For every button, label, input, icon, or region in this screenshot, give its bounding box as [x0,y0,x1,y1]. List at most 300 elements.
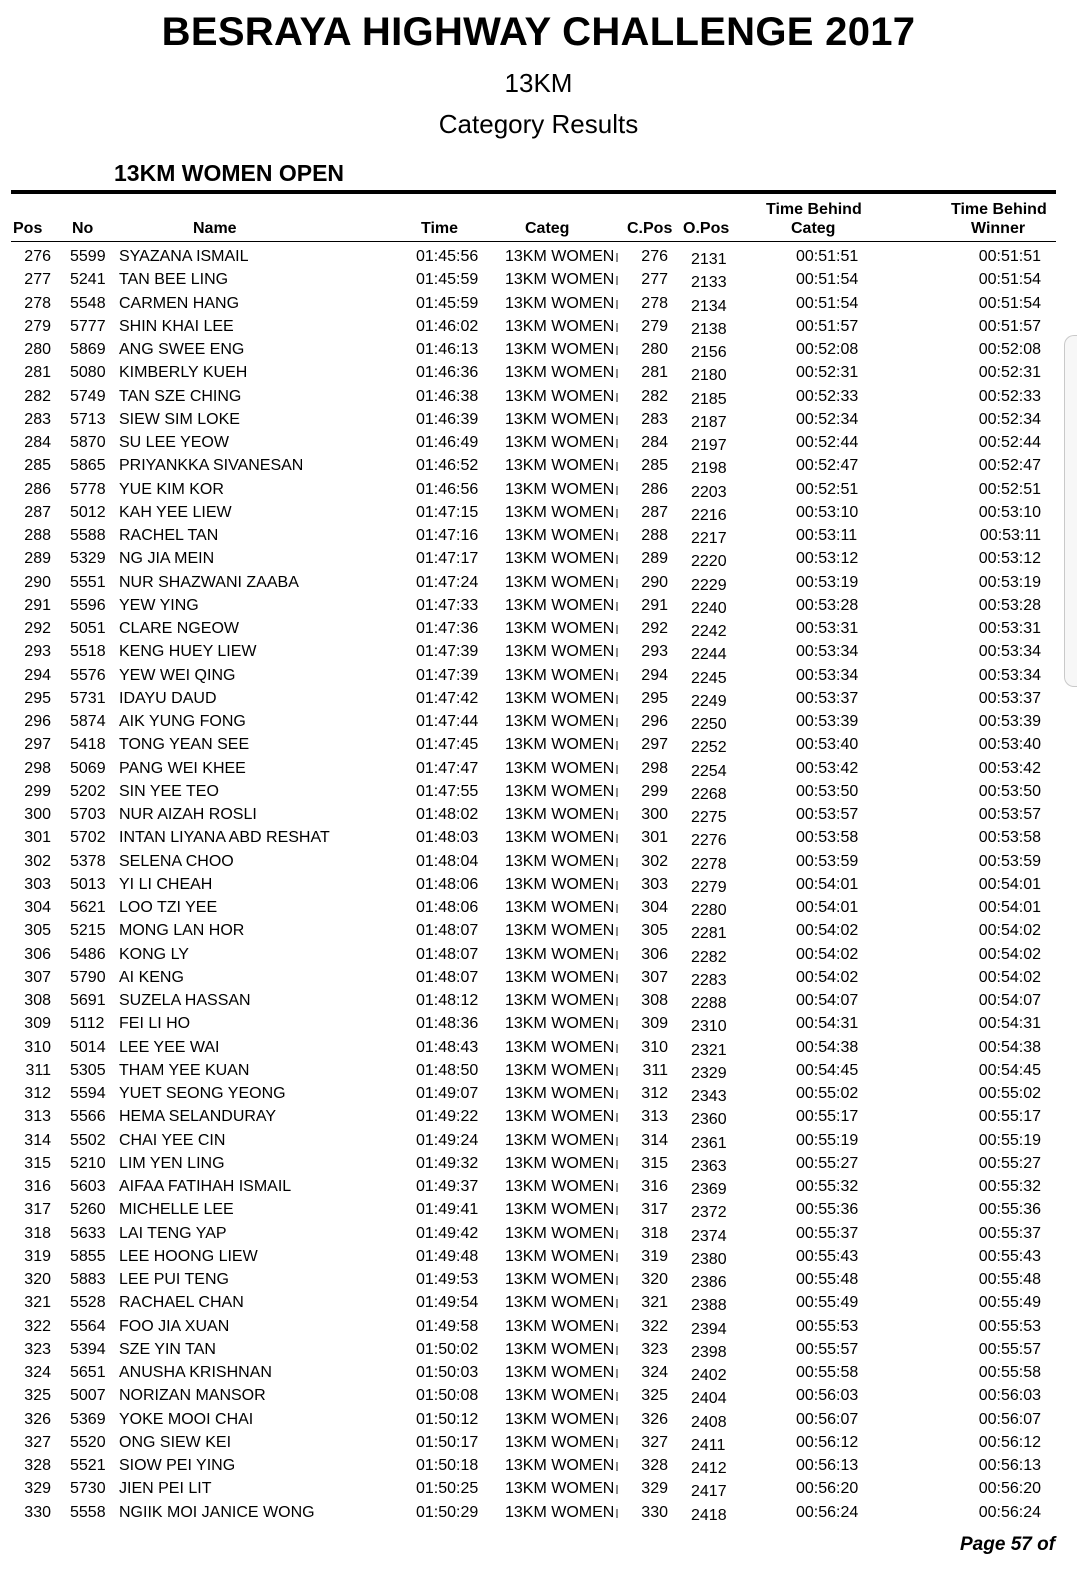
row-pos: 292 [24,620,51,637]
row-bib-no: 5874 [70,713,106,730]
row-category: 13KM WOMEN [505,620,618,638]
row-time-behind-winner: 00:54:02 [978,968,1041,986]
row-name: YUE KIM KOR [119,480,224,498]
table-row [0,733,1077,756]
table-row [0,757,1077,780]
row-pos: 323 [24,1340,51,1358]
row-pos: 288 [24,527,51,544]
row-pos: 285 [24,457,51,475]
row-time-behind-winner: 00:51:57 [978,317,1041,335]
row-overall-position: 2250 [691,716,727,733]
row-time-behind-winner: 00:55:02 [978,1085,1041,1102]
row-overall-position: 2394 [691,1320,727,1338]
row-time: 01:47:45 [416,736,479,754]
header-time-behind-categ-line2: Categ [791,220,836,237]
row-time: 01:46:13 [416,341,479,358]
row-pos: 311 [25,1061,51,1079]
row-overall-position: 2388 [691,1297,727,1315]
header-time-behind-categ-line1: Time Behind [766,201,862,218]
row-name: KENG HUEY LIEW [119,643,257,661]
row-time-behind-winner: 00:53:58 [978,829,1041,847]
row-time-behind-winner: 00:55:49 [978,1294,1041,1312]
row-time-behind-categ: 00:55:02 [796,1085,859,1102]
row-category: 13KM WOMEN [505,1294,618,1312]
row-name: LEE PUI TENG [119,1271,229,1288]
row-name: KONG LY [119,945,189,963]
row-category-position: 309 [641,1015,668,1033]
row-overall-position: 2411 [691,1436,726,1454]
row-category-position: 322 [641,1317,668,1335]
row-overall-position: 2138 [691,320,727,338]
row-time: 01:48:36 [416,1015,479,1033]
row-category: 13KM WOMEN [505,341,618,359]
row-name: SU LEE YEOW [119,434,229,451]
row-pos: 320 [24,1271,51,1288]
table-row [0,826,1077,849]
row-bib-no: 5378 [70,852,106,870]
row-category: 13KM WOMEN [505,760,618,778]
row-category: 13KM WOMEN [505,481,618,499]
row-name: NGIIK MOI JANICE WONG [119,1503,315,1521]
page-title: BESRAYA HIGHWAY CHALLENGE 2017 [161,10,916,54]
row-category-position: 289 [641,550,668,568]
table-row [0,617,1077,640]
row-time: 01:47:36 [416,620,479,637]
row-bib-no: 5518 [70,643,106,661]
row-time-behind-winner: 00:54:07 [978,992,1041,1009]
row-bib-no: 5369 [70,1410,106,1428]
row-time: 01:49:41 [416,1201,479,1219]
row-bib-no: 5215 [70,922,106,940]
row-category-position: 305 [641,922,668,940]
row-category: 13KM WOMEN [505,1387,618,1405]
table-row [0,966,1077,989]
row-category-position: 286 [641,480,668,498]
row-category-position: 326 [641,1410,668,1428]
row-category: 13KM WOMEN [505,1364,618,1382]
row-time-behind-winner: 00:53:34 [978,643,1041,661]
row-name: SIN YEE TEO [119,782,219,800]
row-time: 01:49:48 [416,1247,479,1265]
table-row [0,873,1077,896]
row-category: 13KM WOMEN [505,992,618,1010]
table-row [0,547,1077,570]
row-pos: 309 [24,1015,51,1033]
row-time: 01:49:24 [416,1131,479,1149]
table-row [0,780,1077,803]
row-time-behind-categ: 00:54:38 [796,1038,859,1056]
row-category-position: 328 [641,1457,668,1474]
row-time-behind-winner: 00:56:20 [978,1480,1041,1498]
row-category: 13KM WOMEN [505,876,618,894]
row-pos: 326 [24,1410,51,1428]
row-time: 01:49:53 [416,1271,479,1288]
row-category-position: 307 [641,968,668,986]
row-overall-position: 2275 [691,809,727,826]
row-time-behind-winner: 00:53:50 [978,782,1041,800]
row-overall-position: 2372 [691,1204,727,1222]
row-time-behind-categ: 00:53:42 [796,759,859,777]
row-name: ONG SIEW KEI [119,1433,232,1451]
row-bib-no: 5865 [70,457,106,475]
row-overall-position: 2412 [691,1460,727,1477]
row-time-behind-categ: 00:52:34 [796,410,859,428]
row-time-behind-winner: 00:53:40 [978,736,1041,754]
row-category: 13KM WOMEN [505,853,618,871]
row-time-behind-categ: 00:51:57 [796,317,859,335]
table-row [0,1036,1077,1059]
row-category-position: 310 [641,1038,668,1056]
row-name: FEI LI HO [119,1015,191,1033]
row-time: 01:45:59 [416,271,479,289]
row-time: 01:46:52 [416,457,479,475]
row-pos: 305 [24,922,51,940]
table-row [0,1454,1077,1477]
row-bib-no: 5012 [70,503,106,521]
row-category-position: 284 [641,434,668,451]
row-category: 13KM WOMEN [505,271,618,289]
row-pos: 289 [24,550,51,568]
row-overall-position: 2374 [691,1227,727,1245]
row-overall-position: 2185 [691,390,727,408]
row-time-behind-categ: 00:52:31 [796,364,859,382]
row-time-behind-categ: 00:55:19 [796,1131,859,1149]
table-row [0,361,1077,384]
row-time-behind-categ: 00:52:44 [796,434,859,451]
row-category-position: 330 [641,1503,668,1521]
row-time-behind-winner: 00:54:45 [978,1061,1041,1079]
row-name: SZE YIN TAN [119,1340,216,1358]
row-category-position: 285 [641,457,668,475]
row-time-behind-categ: 00:55:53 [796,1317,859,1335]
row-pos: 303 [24,875,51,893]
row-time-behind-categ: 00:53:10 [796,503,859,521]
row-bib-no: 5790 [70,968,106,986]
table-row [0,478,1077,501]
row-bib-no: 5621 [70,899,106,916]
row-bib-no: 5112 [70,1015,105,1033]
table-row [0,1059,1077,1082]
row-time-behind-categ: 00:56:07 [796,1410,859,1428]
row-time: 01:49:22 [416,1108,479,1126]
row-category-position: 301 [641,829,668,847]
table-row [0,896,1077,919]
table-row [0,338,1077,361]
row-time-behind-winner: 00:55:36 [978,1201,1041,1219]
row-category: 13KM WOMEN [505,295,618,313]
row-bib-no: 5603 [70,1178,106,1195]
row-bib-no: 5528 [70,1294,106,1312]
row-name: FOO JIA XUAN [119,1317,230,1335]
row-category-position: 308 [641,992,668,1009]
row-name: NG JIA MEIN [119,550,215,568]
row-bib-no: 5260 [70,1201,106,1219]
scrollbar[interactable] [1064,335,1077,687]
row-category-position: 324 [641,1364,668,1381]
row-overall-position: 2408 [691,1413,727,1431]
row-time-behind-categ: 00:53:34 [796,643,859,661]
row-category-position: 294 [641,666,668,684]
row-name: KAH YEE LIEW [119,503,232,521]
row-time-behind-categ: 00:53:19 [796,573,859,591]
row-time-behind-categ: 00:53:58 [796,829,859,847]
row-category: 13KM WOMEN [505,1411,618,1429]
table-row [0,687,1077,710]
row-bib-no: 5576 [70,666,106,684]
row-category-position: 298 [641,759,668,777]
row-time-behind-winner: 00:51:51 [978,248,1041,265]
row-category: 13KM WOMEN [505,1434,618,1452]
row-category-position: 311 [642,1061,668,1079]
row-time-behind-winner: 00:55:53 [978,1317,1041,1335]
row-category-position: 280 [641,341,668,358]
row-time: 01:48:07 [416,922,479,940]
table-row [0,245,1077,268]
row-category-position: 317 [641,1201,668,1219]
row-category-position: 282 [641,387,668,405]
row-name: SYAZANA ISMAIL [119,248,249,265]
row-time: 01:47:39 [416,643,479,661]
row-time-behind-categ: 00:54:01 [796,899,859,916]
row-overall-position: 2418 [691,1506,727,1524]
row-bib-no: 5241 [70,271,106,289]
row-category-position: 321 [641,1294,668,1312]
table-row [0,1129,1077,1152]
row-category: 13KM WOMEN [505,364,618,382]
row-pos: 290 [24,573,51,591]
row-name: CARMEN HANG [119,294,240,312]
table-row [0,431,1077,454]
row-category-position: 312 [641,1085,668,1102]
row-time: 01:47:16 [416,527,479,544]
row-time: 01:50:25 [416,1480,479,1498]
row-bib-no: 5702 [70,829,106,847]
row-category-position: 318 [641,1224,668,1242]
header-time-behind-winner-line2: Winner [971,220,1026,237]
row-pos: 291 [24,596,51,614]
row-time: 01:49:54 [416,1294,479,1312]
row-bib-no: 5069 [70,759,106,777]
table-row [0,1152,1077,1175]
table-row [0,640,1077,663]
row-time-behind-categ: 00:54:02 [796,922,859,940]
row-time-behind-categ: 00:56:13 [796,1457,859,1474]
row-time-behind-winner: 00:54:38 [978,1038,1041,1056]
row-category: 13KM WOMEN [505,597,618,615]
row-time-behind-winner: 00:53:28 [978,596,1041,614]
row-time: 01:48:06 [416,875,479,893]
row-time-behind-winner: 00:53:57 [978,806,1041,823]
row-time-behind-winner: 00:55:37 [978,1224,1041,1242]
row-time-behind-winner: 00:52:31 [978,364,1041,382]
row-time-behind-categ: 00:54:31 [796,1015,859,1033]
row-category: 13KM WOMEN [505,1155,618,1173]
row-time-behind-winner: 00:53:37 [978,689,1041,707]
row-name: NUR SHAZWANI ZAABA [119,573,299,591]
table-row [0,571,1077,594]
row-overall-position: 2249 [691,692,727,710]
row-name: SUZELA HASSAN [119,992,251,1009]
row-overall-position: 2329 [691,1064,727,1082]
row-pos: 301 [24,829,51,847]
row-category-position: 314 [641,1131,668,1149]
row-overall-position: 2363 [691,1157,727,1175]
row-name: YI LI CHEAH [119,875,213,893]
row-name: INTAN LIYANA ABD RESHAT [119,829,330,847]
row-category: 13KM WOMEN [505,527,618,545]
row-overall-position: 2217 [691,530,727,547]
row-pos: 300 [24,806,51,823]
row-category-position: 279 [641,317,668,335]
row-time-behind-winner: 00:55:57 [978,1340,1041,1358]
row-overall-position: 2404 [691,1390,727,1408]
row-name: LEE YEE WAI [119,1038,220,1056]
results-table [0,245,1077,1524]
row-time-behind-winner: 00:52:51 [978,480,1041,498]
row-bib-no: 5548 [70,294,106,312]
row-time-behind-winner: 00:54:01 [978,899,1041,916]
row-time-behind-winner: 00:55:32 [978,1178,1041,1195]
table-row [0,292,1077,315]
table-row [0,1268,1077,1291]
row-time: 01:47:39 [416,666,479,684]
row-bib-no: 5520 [70,1433,106,1451]
row-time-behind-categ: 00:53:57 [796,806,859,823]
row-pos: 328 [24,1457,51,1474]
row-pos: 277 [24,271,51,289]
row-bib-no: 5014 [70,1038,106,1056]
row-name: THAM YEE KUAN [119,1061,250,1079]
row-pos: 281 [24,364,51,382]
row-overall-position: 2386 [691,1274,727,1291]
header-time: Time [421,220,459,237]
row-time: 01:50:12 [416,1410,479,1428]
row-name: YOKE MOOI CHAI [119,1410,254,1428]
row-overall-position: 2216 [691,506,727,524]
row-time: 01:48:43 [416,1038,479,1056]
row-time: 01:49:32 [416,1154,479,1172]
row-overall-position: 2156 [691,344,727,361]
row-time-behind-categ: 00:53:40 [796,736,859,754]
row-time: 01:47:24 [416,573,479,591]
row-bib-no: 5855 [70,1247,106,1265]
row-overall-position: 2282 [691,948,727,966]
row-category: 13KM WOMEN [505,574,618,592]
row-time: 01:48:07 [416,945,479,963]
row-time: 01:50:29 [416,1503,479,1521]
row-time: 01:50:03 [416,1364,479,1381]
row-time-behind-categ: 00:53:12 [796,550,859,568]
row-time-behind-winner: 00:52:44 [978,434,1041,451]
row-pos: 308 [24,992,51,1009]
row-overall-position: 2180 [691,367,727,385]
title-divider [11,190,1056,194]
row-time-behind-categ: 00:55:48 [796,1271,859,1288]
row-time-behind-categ: 00:56:03 [796,1387,859,1405]
row-overall-position: 2283 [691,971,727,989]
row-bib-no: 5210 [70,1154,106,1172]
row-category: 13KM WOMEN [505,969,618,987]
row-time: 01:47:44 [416,713,479,730]
row-category: 13KM WOMEN [505,411,618,429]
row-category-position: 304 [641,899,668,916]
row-time-behind-categ: 00:52:47 [796,457,859,475]
row-name: IDAYU DAUD [119,689,217,707]
distance-subtitle: 13KM [504,68,573,98]
row-category: 13KM WOMEN [505,806,618,824]
row-time: 01:48:03 [416,829,479,847]
row-category: 13KM WOMEN [505,1341,618,1359]
row-time-behind-winner: 00:54:31 [978,1015,1041,1033]
row-time-behind-categ: 00:52:08 [796,341,859,358]
row-category: 13KM WOMEN [505,504,618,522]
row-bib-no: 5870 [70,434,106,451]
row-time-behind-categ: 00:51:54 [796,271,859,289]
row-name: CLARE NGEOW [119,620,240,637]
row-pos: 324 [24,1364,51,1381]
page-number: Page 57 of [960,1534,1056,1555]
row-time-behind-categ: 00:51:54 [796,294,859,312]
row-time-behind-winner: 00:53:10 [978,503,1041,521]
row-overall-position: 2343 [691,1088,727,1105]
row-pos: 286 [24,480,51,498]
row-overall-position: 2245 [691,669,727,687]
row-time-behind-winner: 00:56:24 [978,1503,1041,1521]
table-header [0,198,1077,242]
row-name: NORIZAN MANSOR [119,1387,266,1405]
row-time: 01:50:17 [416,1433,479,1451]
row-name: SIEW SIM LOKE [119,410,240,428]
row-time-behind-categ: 00:54:01 [796,875,859,893]
row-category: 13KM WOMEN [505,690,618,708]
row-name: ANG SWEE ENG [119,341,245,358]
row-time-behind-winner: 00:51:54 [978,294,1041,312]
row-time-behind-categ: 00:53:11 [796,527,858,544]
row-name: LOO TZI YEE [119,899,218,916]
row-time: 01:48:02 [416,806,479,823]
row-pos: 276 [24,248,51,265]
header-divider [11,241,1056,242]
row-category: 13KM WOMEN [505,922,618,940]
row-time-behind-categ: 00:55:57 [796,1340,859,1358]
row-category-position: 288 [641,527,668,544]
row-time-behind-categ: 00:56:20 [796,1480,859,1498]
row-time-behind-categ: 00:54:02 [796,945,859,963]
row-bib-no: 5007 [70,1387,106,1405]
table-row [0,1082,1077,1105]
row-bib-no: 5564 [70,1317,106,1335]
row-time-behind-winner: 00:53:42 [978,759,1041,777]
row-overall-position: 2240 [691,599,727,617]
row-time-behind-winner: 00:55:48 [978,1271,1041,1288]
row-category-position: 303 [641,875,668,893]
row-name: LIM YEN LING [119,1154,225,1172]
row-overall-position: 2360 [691,1111,727,1129]
row-category-position: 320 [641,1271,668,1288]
row-pos: 315 [24,1154,51,1172]
row-overall-position: 2244 [691,646,727,664]
row-overall-position: 2220 [691,553,727,571]
row-time: 01:46:49 [416,434,479,451]
row-pos: 318 [24,1224,51,1242]
row-time-behind-winner: 00:52:33 [978,387,1041,405]
row-name: TAN BEE LING [119,271,229,289]
table-row [0,1222,1077,1245]
row-category-position: 313 [641,1108,668,1126]
row-category-position: 302 [641,852,668,870]
row-time-behind-winner: 00:53:39 [978,713,1041,730]
row-pos: 327 [24,1433,51,1451]
